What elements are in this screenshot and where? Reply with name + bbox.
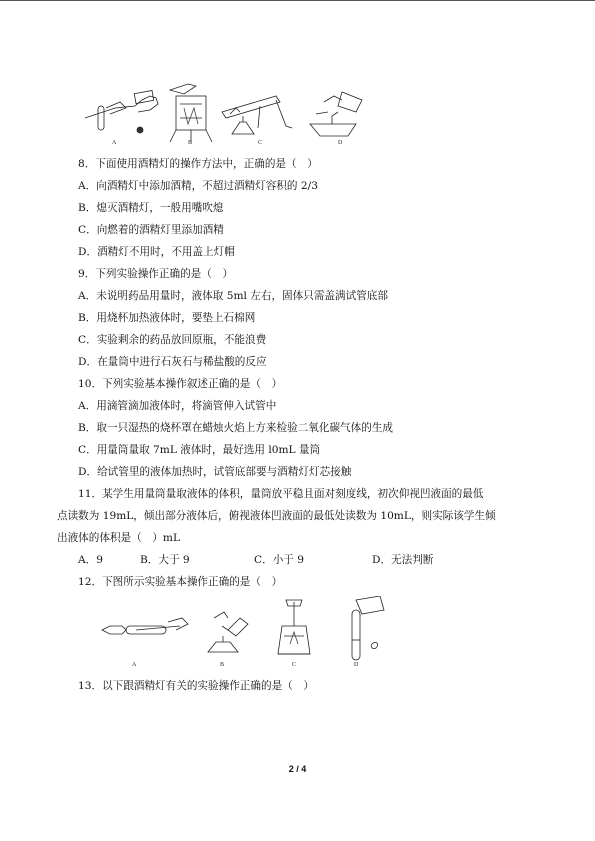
figure-top-a	[85, 91, 158, 133]
q11-option-d: D．无法判断	[372, 554, 434, 566]
q8-option-b: B．熄灭酒精灯，一般用嘴吹熄	[78, 202, 224, 214]
q9-option-b: B．用烧杯加热液体时，要垫上石棉网	[78, 312, 256, 324]
q10-option-b: B．取一只湿热的烧杯罩在蜡烛火焰上方来检验二氧化碳气体的生成	[78, 422, 394, 434]
q8-option-d: D．酒精灯不用时，不用盖上灯帽	[78, 246, 235, 258]
q11-option-c: C．小于 9	[254, 554, 304, 566]
q8-option-c: C．向燃着的酒精灯里添加酒精	[78, 224, 224, 236]
q11-option-a: A．9	[78, 554, 103, 566]
q11-line-1: 11．某学生用量筒量取液体的体积，量筒放平稳且面对刻度线，初次仰视凹液面的最低	[78, 488, 484, 500]
q9-option-d: D．在量筒中进行石灰石与稀盐酸的反应	[78, 356, 267, 368]
figure-top	[80, 78, 370, 146]
figure-q12	[96, 596, 386, 670]
q10-option-d: D．给试管里的液体加热时，试管底部要与酒精灯灯芯接触	[78, 466, 352, 478]
figure-top-d	[310, 92, 362, 136]
q11-option-b: B．大于 9	[140, 554, 190, 566]
q9-stem: 9．下列实验操作正确的是（ ）	[78, 268, 234, 280]
q11-line-2: 点读数为 19mL，倾出部分液体后，俯视液体凹液面的最低处读数为 10mL，则实际该学生倾	[57, 510, 496, 522]
figure-top-label-c: C	[258, 140, 263, 146]
figure-q12-label-d: D	[354, 662, 359, 668]
figure-top-label-a: A	[112, 140, 117, 146]
q11-line-3: 出液体的体积是（ ）mL	[57, 532, 181, 544]
q10-option-c: C．用量筒量取 7mL 液体时，最好选用 l0mL 量筒	[78, 444, 321, 456]
figure-q12-c	[278, 600, 310, 654]
figure-q12-b	[208, 612, 248, 652]
q10-option-a: A．用滴管滴加液体时，将滴管伸入试管中	[78, 400, 277, 412]
figure-q12-label-b: B	[220, 662, 225, 668]
figure-q12-a	[102, 618, 188, 634]
figure-q12-label-c: C	[292, 662, 297, 668]
figure-top-label-b: B	[188, 140, 193, 146]
page-number: 2 / 4	[288, 764, 307, 774]
q12-stem: 12．下图所示实验基本操作正确的是（ ）	[78, 576, 283, 588]
figure-top-b	[170, 84, 212, 142]
figure-q12-label-a: A	[132, 662, 137, 668]
q9-option-a: A．未说明药品用量时，液体取 5ml 左右，固体只需盖满试管底部	[78, 290, 388, 302]
figure-q12-d	[352, 596, 384, 660]
q9-option-c: C．实验剩余的药品放回原瓶，不能浪费	[78, 334, 267, 346]
header-rule	[0, 0, 595, 1]
q13-stem: 13．以下跟酒精灯有关的实验操作正确的是（ ）	[78, 680, 314, 692]
figure-top-c	[222, 96, 292, 134]
q8-option-a: A．向酒精灯中添加酒精，不超过酒精灯容积的 2/3	[78, 180, 318, 192]
q8-stem: 8．下面使用酒精灯的操作方法中，正确的是（ ）	[78, 158, 318, 170]
figure-top-label-d: D	[338, 140, 343, 146]
q10-stem: 10．下列实验基本操作叙述正确的是（ ）	[78, 378, 283, 390]
